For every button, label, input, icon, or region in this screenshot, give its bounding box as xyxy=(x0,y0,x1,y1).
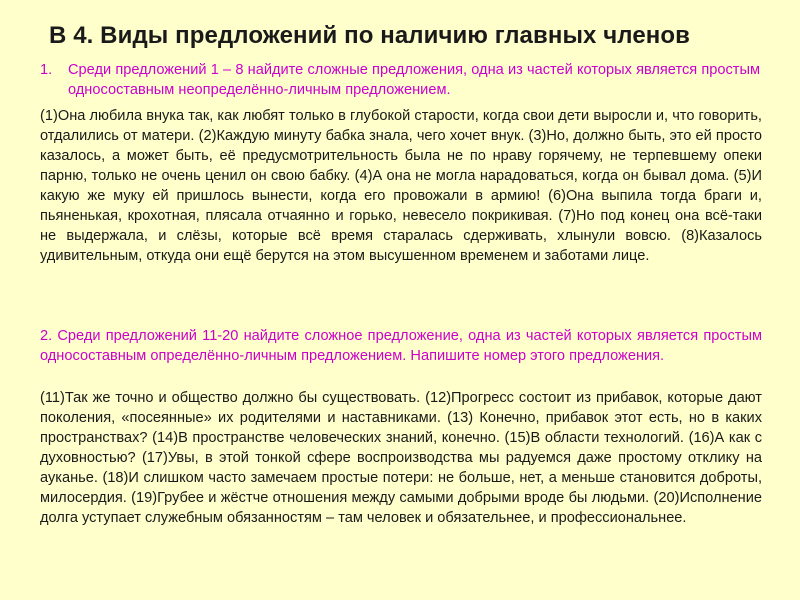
task2-instruction: 2. Среди предложений 11-20 найдите сложное предложение, одна из частей которых является простым односоставным определённо-личным предложением. Напишите номер этого предложения. xyxy=(40,328,762,364)
page-title: В 4. Виды предложений по наличию главных членов xyxy=(49,22,690,49)
task1-number: 1. xyxy=(40,62,53,78)
task1-instruction: Среди предложений 1 – 8 найдите сложные предложения, одна из частей которых является простым односоставным неопределённо-личным предложением. xyxy=(68,62,760,98)
text2-paragraph: (11)Так же точно и общество должно бы существовать. (12)Прогресс состоит из прибавок, которые дают поколения, «посеянные» их родителями и наставниками. (13) Конечно, прибавок этот есть, но в каких пространствах? (14)В пространстве человеческих знаний, конечно. (15)В области технологий. (16)А как с духовностью? (17)Увы, в этой тонкой сфере воспроизводства мы радуемся даже простому отклику на ауканье. (18)И слишком часто замечаем простые потери: не больше, нет, а меньше становится доброты, милосердия. (19)Грубее и жёстче отношения между самыми добрыми вроде бы людьми. (20)Исполнение долга уступает служебным обязанностям – там человек и обязательнее, и профессиональнее. xyxy=(40,390,762,526)
text1-paragraph: (1)Она любила внука так, как любят только в глубокой старости, когда свои дети выросли и, что говорить, отдалились от матери. (2)Каждую минуту бабка знала, чего хочет внук. (3)Но, должно быть, это ей просто казалось, а может быть, её предусмотрительность была не по нраву горячему, не терпевшему опеки парню, только не очень ценил он свою бабку. (4)А она не могла нарадоваться, когда он бывал дома. (5)И какую же муку ей пришлось вынести, когда его провожали в армию! (6)Она выпила тогда браги и, пьяненькая, крохотная, плясала отчаянно и горько, невесело покрикивая. (7)Но под конец она всё-таки не выдержала, и слёзы, которые всё время старалась сдерживать, хлынули вовсю. (8)Казалось удивительным, откуда они ещё берутся на этом высушенном временем и заботами лице. xyxy=(40,108,762,264)
